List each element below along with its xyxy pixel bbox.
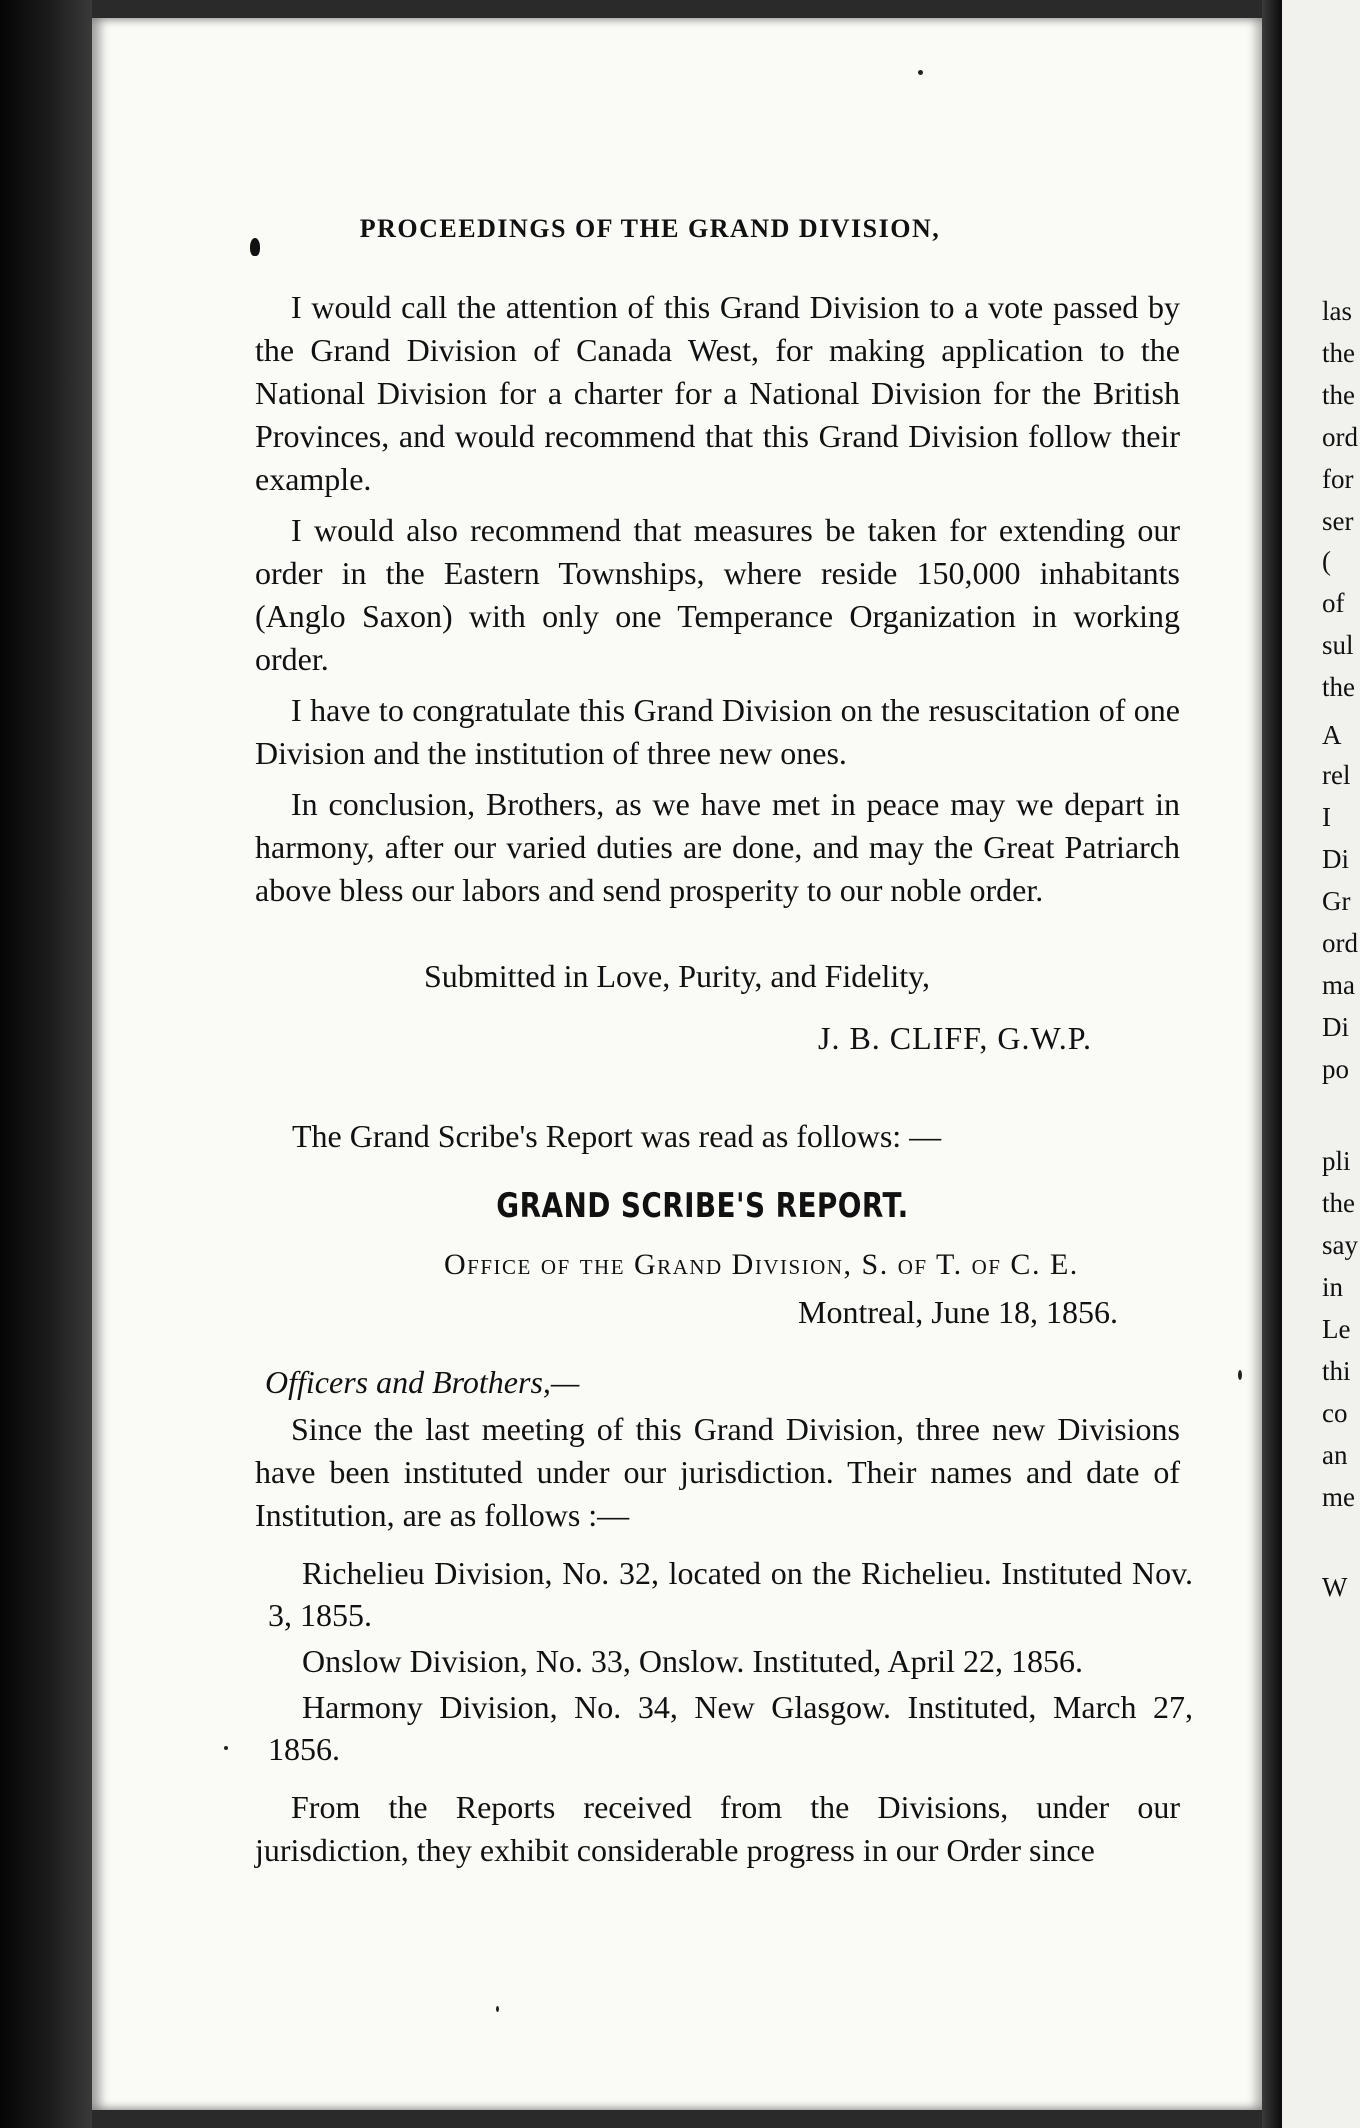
division-entry: Richelieu Division, No. 32, located on the Richelieu. Instituted Nov. 3, 1855. bbox=[268, 1555, 1193, 1633]
paragraph: Since the last meeting of this Grand Division, three new Divisions have been instituted under our jurisdiction. Their names and date of Institution, are as follows :— bbox=[255, 1411, 1180, 1533]
facing-page-fragment: ser bbox=[1322, 506, 1354, 536]
facing-page-fragment: ord bbox=[1322, 422, 1358, 452]
division-entry: Onslow Division, No. 33, Onslow. Instituted, April 22, 1856. bbox=[302, 1643, 1084, 1679]
facing-page-fragment: las bbox=[1322, 296, 1352, 326]
paragraph: From the Reports received from the Divisions, under our jurisdiction, they exhibit considerable progress in our Order since bbox=[255, 1789, 1180, 1868]
facing-page-fragment: the bbox=[1322, 338, 1355, 368]
paragraph: In conclusion, Brothers, as we have met in peace may we depart in harmony, after our varied duties are done, and may the Great Patriarch above bless our labors and send prosperity to our noble order. bbox=[255, 786, 1180, 908]
divisions-list bbox=[268, 1552, 1193, 1774]
running-head: PROCEEDINGS OF THE GRAND DIVISION, bbox=[359, 214, 941, 243]
facing-page-fragment: for bbox=[1322, 464, 1354, 494]
report-title: GRAND SCRIBE'S REPORT. bbox=[496, 1186, 909, 1226]
facing-page-fragment: Di bbox=[1322, 1012, 1349, 1042]
facing-page-fragment: of bbox=[1322, 588, 1345, 618]
salutation: Officers and Brothers,— bbox=[265, 1364, 580, 1400]
facing-page-fragment: the bbox=[1322, 672, 1355, 702]
facing-page-fragment: thi bbox=[1322, 1356, 1351, 1386]
paragraph: I would call the attention of this Grand Division to a vote passed by the Grand Division of Canada West, for making application to the National Division for a charter for a National Division for the British Provinces, and would recommend that this Grand Division follow their example. bbox=[255, 289, 1180, 497]
facing-page-fragment: rel bbox=[1322, 760, 1351, 790]
facing-page-fragment: ma bbox=[1322, 970, 1355, 1000]
facing-page-fragment: Le bbox=[1322, 1314, 1351, 1344]
place-date: Montreal, June 18, 1856. bbox=[798, 1294, 1118, 1330]
facing-page-fragment: an bbox=[1322, 1440, 1348, 1470]
facing-page-fragment: Gr bbox=[1322, 886, 1351, 916]
scribe-intro: The Grand Scribe's Report was read as follows: — bbox=[292, 1118, 942, 1154]
facing-page-fragment: me bbox=[1322, 1482, 1355, 1512]
body-text-top bbox=[255, 286, 1180, 920]
print-speck bbox=[918, 70, 923, 75]
print-speck bbox=[224, 1746, 228, 1750]
facing-page-fragment: W bbox=[1322, 1572, 1348, 1602]
book-gutter bbox=[1262, 0, 1282, 2128]
closing-text bbox=[255, 1786, 1180, 1880]
facing-page-fragment: pli bbox=[1322, 1146, 1351, 1176]
division-entry: Harmony Division, No. 34, New Glasgow. Instituted, March 27, 1856. bbox=[268, 1689, 1193, 1767]
facing-page bbox=[1282, 0, 1360, 2128]
facing-page-fragment: A bbox=[1322, 720, 1342, 750]
office-line: Office of the Grand Division, S. of T. of C. E. bbox=[444, 1248, 1079, 1281]
facing-page-fragment: I bbox=[1322, 802, 1331, 832]
intro-text bbox=[255, 1408, 1180, 1545]
facing-page-fragment: po bbox=[1322, 1054, 1349, 1084]
facing-page-fragment: the bbox=[1322, 380, 1355, 410]
book-edge-shadow bbox=[0, 0, 92, 2128]
facing-page-fragment: say bbox=[1322, 1230, 1358, 1260]
facing-page-fragment: Di bbox=[1322, 844, 1349, 874]
facing-page-fragment: in bbox=[1322, 1272, 1344, 1302]
paragraph: I have to congratulate this Grand Division on the resuscitation of one Division and the institution of three new ones. bbox=[255, 692, 1180, 771]
print-speck bbox=[496, 2006, 499, 2012]
facing-page-fragment: the bbox=[1322, 1188, 1355, 1218]
paragraph: I would also recommend that measures be taken for extending our order in the Eastern Townships, where reside 150,000 inhabitants (Anglo Saxon) with only one Temperance Organization in working order. bbox=[255, 512, 1180, 677]
facing-page-fragment: ( bbox=[1322, 546, 1331, 576]
facing-page-fragment: co bbox=[1322, 1398, 1348, 1428]
signature: J. B. CLIFF, G.W.P. bbox=[818, 1020, 1092, 1056]
facing-page-fragment: ord bbox=[1322, 928, 1358, 958]
facing-page-fragment: sul bbox=[1322, 630, 1354, 660]
print-speck bbox=[1238, 1370, 1242, 1380]
signoff: Submitted in Love, Purity, and Fidelity, bbox=[424, 958, 931, 994]
